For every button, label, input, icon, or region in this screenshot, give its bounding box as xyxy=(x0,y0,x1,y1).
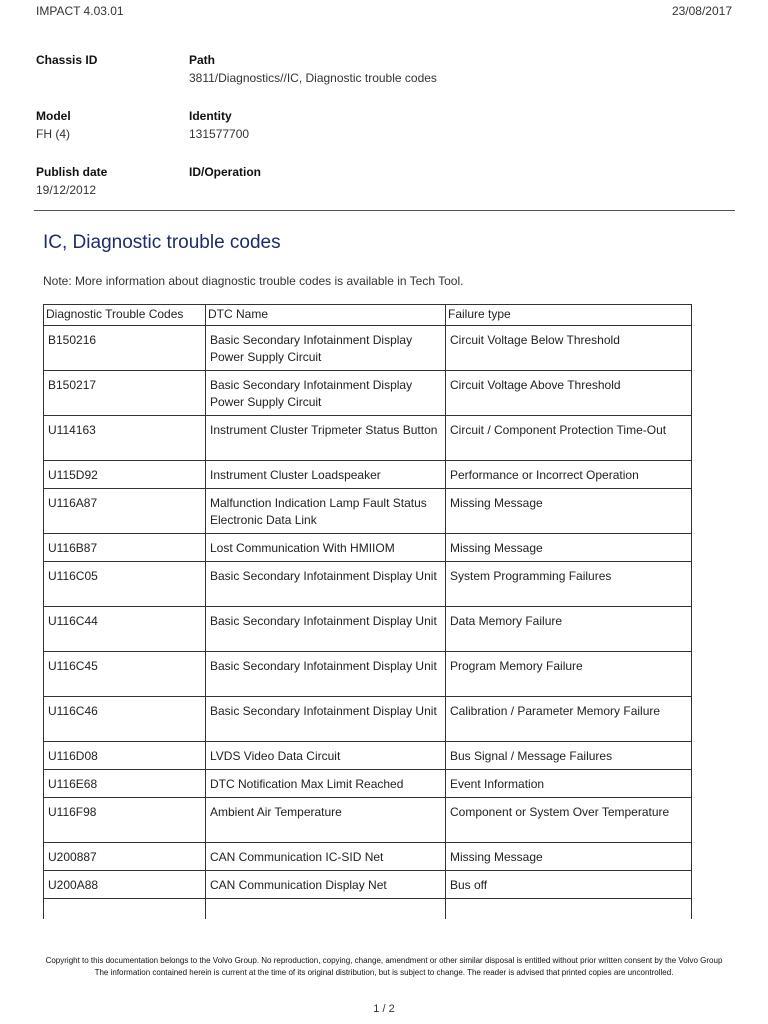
failure-type: Missing Message xyxy=(446,534,692,562)
dtc-code: U114163 xyxy=(44,416,206,461)
model-label: Model xyxy=(36,109,71,123)
disclaimer-text: The information contained herein is current at the time of its original distribution, but is subject to change. The reader is advised that printed copies are uncontrolled. xyxy=(94,968,674,977)
copyright-footer xyxy=(30,955,738,979)
dtc-code: U116B87 xyxy=(44,534,206,562)
dtc-code: U116D08 xyxy=(44,742,206,770)
failure-type: Bus Signal / Message Failures xyxy=(446,742,692,770)
table-row xyxy=(44,489,692,534)
id-operation-field xyxy=(189,165,261,183)
meta-row xyxy=(36,109,736,165)
table-row xyxy=(44,798,692,843)
table-row xyxy=(44,534,692,562)
failure-type xyxy=(446,899,692,920)
table-row xyxy=(44,871,692,899)
table-row xyxy=(44,742,692,770)
dtc-name: Instrument Cluster Tripmeter Status Button xyxy=(206,416,446,461)
identity-value: 131577700 xyxy=(189,127,250,141)
failure-type: System Programming Failures xyxy=(446,562,692,607)
dtc-name: Instrument Cluster Loadspeaker xyxy=(206,461,446,489)
table-row xyxy=(44,461,692,489)
dtc-name: Basic Secondary Infotainment Display Power Supply Circuit xyxy=(206,326,446,371)
document-metadata xyxy=(36,53,736,221)
table-row xyxy=(44,899,692,920)
path-label: Path xyxy=(189,53,216,67)
publish-date-label: Publish date xyxy=(36,165,108,179)
page-number: 1 / 2 xyxy=(373,1003,395,1015)
table-row xyxy=(44,371,692,416)
dtc-name: Basic Secondary Infotainment Display Power Supply Circuit xyxy=(206,371,446,416)
failure-type: Performance or Incorrect Operation xyxy=(446,461,692,489)
failure-type: Program Memory Failure xyxy=(446,652,692,697)
dtc-code: U116E68 xyxy=(44,770,206,798)
dtc-code: B150217 xyxy=(44,371,206,416)
document-title: IC, Diagnostic trouble codes xyxy=(43,232,281,253)
failure-type: Component or System Over Temperature xyxy=(446,798,692,843)
dtc-name: Ambient Air Temperature xyxy=(206,798,446,843)
col-header-failure: Failure type xyxy=(446,305,692,326)
failure-type: Missing Message xyxy=(446,843,692,871)
dtc-code: U200887 xyxy=(44,843,206,871)
table-row xyxy=(44,652,692,697)
failure-type: Circuit Voltage Above Threshold xyxy=(446,371,692,416)
dtc-name: CAN Communication Display Net xyxy=(206,871,446,899)
dtc-name: Basic Secondary Infotainment Display Unit xyxy=(206,562,446,607)
note-text: Note: More information about diagnostic trouble codes is available in Tech Tool. xyxy=(43,274,464,288)
dtc-code: U200A88 xyxy=(44,871,206,899)
dtc-name xyxy=(206,899,446,920)
page-header xyxy=(36,4,732,18)
dtc-code: B150216 xyxy=(44,326,206,371)
identity-label: Identity xyxy=(189,109,232,123)
publish-date-value: 19/12/2012 xyxy=(36,183,97,197)
failure-type: Circuit / Component Protection Time-Out xyxy=(446,416,692,461)
model-value: FH (4) xyxy=(36,127,70,141)
dtc-code: U116C44 xyxy=(44,607,206,652)
identity-field xyxy=(189,109,249,142)
chassis-id-label: Chassis ID xyxy=(36,53,98,67)
dtc-code: U116C45 xyxy=(44,652,206,697)
path-value: 3811/Diagnostics//IC, Diagnostic trouble codes xyxy=(189,71,437,85)
table-row xyxy=(44,843,692,871)
dtc-code: U116C46 xyxy=(44,697,206,742)
dtc-code: U115D92 xyxy=(44,461,206,489)
print-date: 23/08/2017 xyxy=(671,4,732,18)
copyright-text: Copyright to this documentation belongs to the Volvo Group. No reproduction, copying, change, amendment or other similar disposal is entitled without prior written consent by the Volvo Group xyxy=(45,956,723,965)
failure-type: Bus off xyxy=(446,871,692,899)
dtc-code: U116F98 xyxy=(44,798,206,843)
failure-type: Missing Message xyxy=(446,489,692,534)
dtc-name: Malfunction Indication Lamp Fault Status Electronic Data Link xyxy=(206,489,446,534)
dtc-name: CAN Communication IC-SID Net xyxy=(206,843,446,871)
dtc-code xyxy=(44,899,206,920)
dtc-name: LVDS Video Data Circuit xyxy=(206,742,446,770)
failure-type: Event Information xyxy=(446,770,692,798)
table-row xyxy=(44,607,692,652)
table-row xyxy=(44,326,692,371)
app-version: IMPACT 4.03.01 xyxy=(36,4,124,18)
publish-date-field xyxy=(36,165,107,198)
dtc-table xyxy=(43,304,692,919)
table-header-row xyxy=(44,305,692,326)
path-field xyxy=(189,53,437,86)
dtc-name: Basic Secondary Infotainment Display Unit xyxy=(206,652,446,697)
table-row xyxy=(44,770,692,798)
divider xyxy=(34,210,735,211)
model-field xyxy=(36,109,71,142)
dtc-code: U116C05 xyxy=(44,562,206,607)
table-row xyxy=(44,697,692,742)
failure-type: Circuit Voltage Below Threshold xyxy=(446,326,692,371)
chassis-id-field xyxy=(36,53,97,71)
table-row xyxy=(44,416,692,461)
dtc-name: Basic Secondary Infotainment Display Unit xyxy=(206,607,446,652)
dtc-name: Basic Secondary Infotainment Display Unit xyxy=(206,697,446,742)
col-header-name: DTC Name xyxy=(206,305,446,326)
meta-row xyxy=(36,53,736,109)
dtc-name: DTC Notification Max Limit Reached xyxy=(206,770,446,798)
failure-type: Calibration / Parameter Memory Failure xyxy=(446,697,692,742)
meta-row xyxy=(36,165,736,221)
col-header-code: Diagnostic Trouble Codes xyxy=(44,305,206,326)
dtc-code: U116A87 xyxy=(44,489,206,534)
id-operation-label: ID/Operation xyxy=(189,165,262,179)
table-row xyxy=(44,562,692,607)
dtc-name: Lost Communication With HMIIOM xyxy=(206,534,446,562)
failure-type: Data Memory Failure xyxy=(446,607,692,652)
